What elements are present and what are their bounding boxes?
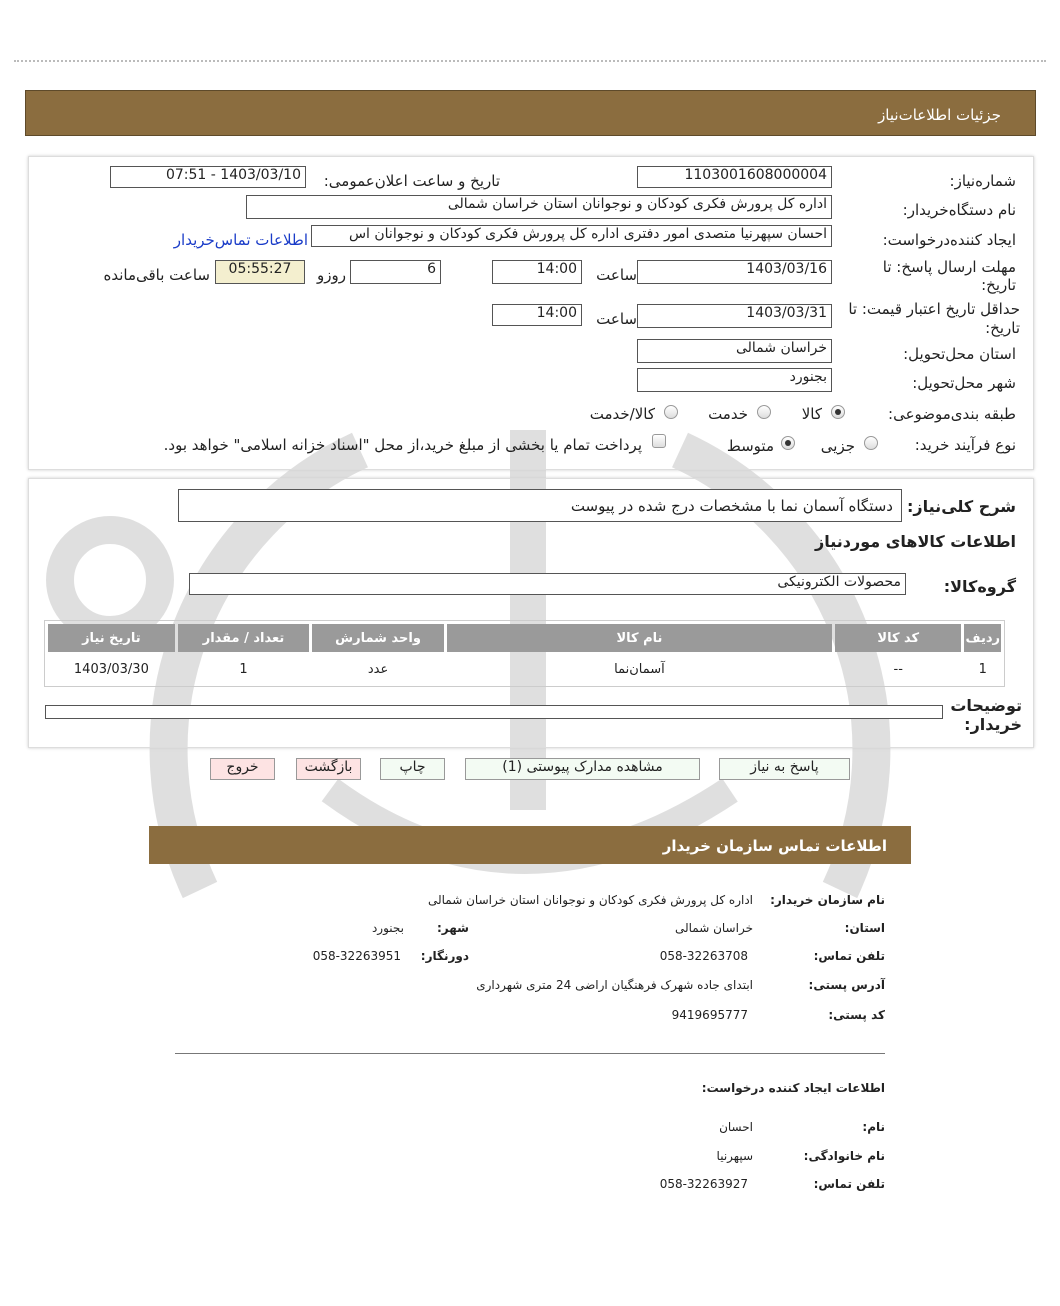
table-row [48,655,1001,683]
cell-need-date: 1403/03/30 [73,661,149,677]
days-label: روزو [317,266,346,284]
category-radio-goods-service[interactable] [664,405,678,419]
view-attachments-button[interactable]: مشاهده مدارک پیوستی (1) [465,758,700,780]
cell-quantity: 1 [239,661,248,677]
buyer-notes-label [950,696,1022,734]
cell-unit: عدد [367,661,389,677]
contact-divider [175,1053,885,1054]
goods-group-field: محصولات الکترونیکی [189,573,906,595]
creator-family-value: سپهرنیا [716,1149,753,1163]
validity-label [848,300,1020,338]
contact-postal-value: 9419695777 [671,1008,748,1022]
contact-title: اطلاعات تماس سازمان خریدار [662,837,887,855]
print-button[interactable]: چاپ [380,758,445,780]
creator-field: احسان سپهرنیا متصدی امور دفتری اداره کل پرورش فکری کودکان و نوجوانان اس [311,225,832,247]
col-header-goods-name: نام کالا [447,624,832,652]
goods-group-label: گروه‌کالا: [943,577,1016,596]
creator-name-value: احسان [719,1120,753,1134]
contact-phone-value: 058-32263708 [659,949,748,963]
province-field: خراسان شمالی [637,339,832,363]
col-header-unit: واحد شمارش [312,624,444,652]
contact-fax-label: دورنگار: [420,949,469,963]
contact-fax-value: 058-32263951 [312,949,401,963]
col-header-need-date: تاریخ نیاز [48,624,175,652]
col-header-row-number: ردیف [964,624,1001,652]
deadline-label [883,258,1016,294]
reply-button[interactable]: پاسخ به نیاز [719,758,850,780]
city-field: بجنورد [637,368,832,392]
description-field: دستگاه آسمان نما با مشخصات درج شده در پیوست [178,489,902,522]
deadline-label-line2: تاریخ: [981,276,1016,294]
buyer-contact-link[interactable]: اطلاعات تماس‌خریدار [173,231,308,249]
buyer-notes-label-line2: خریدار: [964,715,1022,734]
contact-address-value: ابتدای جاده شهرک فرهنگیان اراضی 24 متری شهرداری [476,978,753,992]
announce-label: تاریخ و ساعت اعلان‌عمومی: [323,172,500,190]
category-radio-service[interactable] [757,405,771,419]
top-divider [14,60,1046,62]
page-title: جزئیات اطلاعات‌نیاز [878,106,1001,124]
creator-phone-value: 058-32263927 [659,1177,748,1191]
days-field: 6 [350,260,441,284]
process-option-minor: جزیی [820,437,855,455]
deadline-label-line1: مهلت ارسال پاسخ: تا [882,258,1016,276]
contact-org-value: اداره کل پرورش فکری کودکان و نوجوانان استان خراسان شمالی [427,893,753,907]
contact-city-label: شهر: [437,921,469,935]
treasury-payment-text: پرداخت تمام یا بخشی از مبلغ خرید،از محل "اسناد خزانه اسلامی" خواهد بود. [163,436,642,454]
validity-time-field: 14:00 [492,304,582,326]
contact-phone-label: تلفن تماس: [813,949,885,963]
validity-time-label: ساعت [596,310,637,328]
contact-city-value: بجنورد [371,921,404,935]
validity-label-line2: تاریخ: [985,319,1020,337]
validity-label-line1: حداقل تاریخ اعتبار قیمت: تا [848,300,1020,318]
category-option-goods: کالا [801,405,822,423]
contact-address-label: آدرس پستی: [808,978,885,992]
goods-table [44,620,1005,687]
need-number-field: 1103001608000004 [637,166,832,188]
deadline-time-label: ساعت [596,266,637,284]
announce-field: 1403/03/10 - 07:51 [110,166,306,188]
process-radio-minor[interactable] [864,436,878,450]
category-label: طبقه بندی‌موضوعی: [888,405,1016,423]
remaining-time-field: 05:55:27 [215,260,305,284]
province-label: استان محل‌تحویل: [903,345,1016,363]
exit-button[interactable]: خروج [210,758,275,780]
process-radio-medium[interactable] [781,436,795,450]
details-header [25,90,1036,136]
category-option-goods-service: کالا/خدمت [589,405,655,423]
creator-phone-label: تلفن تماس: [813,1177,885,1191]
creator-family-label: نام خانوادگی: [803,1149,885,1163]
col-header-goods-code: کد کالا [835,624,961,652]
treasury-payment-checkbox[interactable] [652,434,666,448]
buyer-notes-label-line1: توضیحات [950,696,1022,715]
contact-province-label: استان: [844,921,885,935]
deadline-time-field: 14:00 [492,260,582,284]
city-label: شهر محل‌تحویل: [912,374,1016,392]
contact-province-value: خراسان شمالی [674,921,753,935]
need-number-label: شماره‌نیاز: [949,172,1016,190]
contact-header [149,826,911,864]
process-option-medium: متوسط [726,437,774,455]
contact-postal-label: کد پستی: [828,1008,885,1022]
buyer-field: اداره کل پرورش فکری کودکان و نوجوانان استان خراسان شمالی [246,195,832,219]
table-header-row [48,624,1001,652]
process-label: نوع فرآیند خرید: [914,436,1016,454]
goods-info-title: اطلاعات کالاهای موردنیاز [815,532,1016,551]
category-radio-goods[interactable] [831,405,845,419]
buyer-notes-field [45,705,943,719]
validity-date-field: 1403/03/31 [637,304,832,328]
deadline-date-field: 1403/03/16 [637,260,832,284]
category-option-service: خدمت [708,405,748,423]
buyer-label: نام دستگاه‌خریدار: [902,201,1016,219]
back-button[interactable]: بازگشت [296,758,361,780]
description-label: شرح کلی‌نیاز: [907,497,1016,516]
col-header-quantity: تعداد / مقدار [178,624,310,652]
creator-label: ایجاد کننده‌درخواست: [882,231,1016,249]
cell-goods-code: -- [893,661,903,677]
cell-row-number: 1 [978,661,987,677]
creator-info-title: اطلاعات ایجاد کننده درخواست: [701,1081,885,1095]
cell-goods-name: آسمان‌نما [614,661,665,677]
contact-org-label: نام سازمان خریدار: [770,893,885,907]
creator-name-label: نام: [862,1120,885,1134]
remaining-label: ساعت باقی‌مانده [103,266,210,284]
